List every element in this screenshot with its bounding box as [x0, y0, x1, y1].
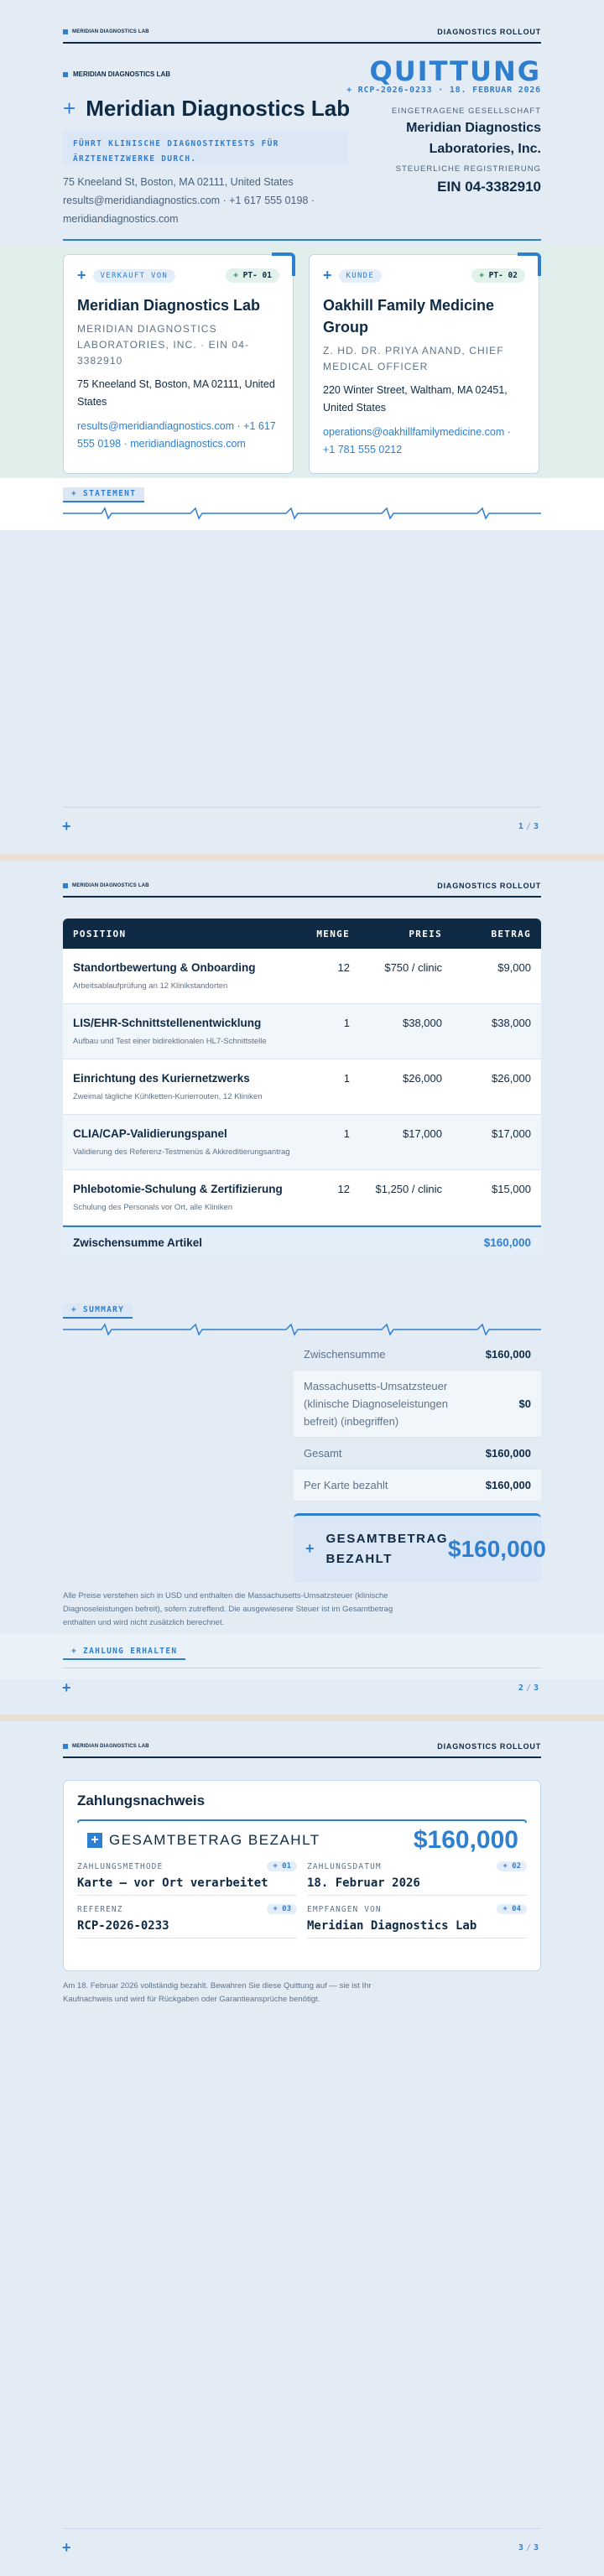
- plus-icon: +: [71, 489, 84, 498]
- plus-icon: +: [62, 818, 71, 835]
- tax-note: Alle Preise verstehen sich in USD und enthalten die Massachusetts-Umsatzsteuer (klinische Diagnoseleistungen befreit), sofern zutreffend. Die ausgewiesene Steuer ist im Gesamtbetrag enthalten und wird nicht zusätzlich berechnet.: [63, 1591, 393, 1627]
- brand-mark-icon: [63, 72, 68, 77]
- page-header: [63, 22, 541, 44]
- proof-field: EMPFANGEN VON + 04 Meridian Diagnostics Lab: [307, 1904, 527, 1939]
- plus-icon: +: [233, 271, 243, 280]
- issuer-tagline: FÜHRT KLINISCHE DIAGNOSTIKTESTS FÜR ÄRZTENETZWERKE DURCH.: [73, 139, 279, 164]
- party-card-seller: [63, 254, 294, 474]
- party-name: Oakhill Family Medicine Group: [323, 297, 495, 336]
- grand-total-box: [294, 1513, 546, 1582]
- reg-label: EINGETRAGENE GESELLSCHAFT: [391, 107, 541, 116]
- plus-icon: +: [346, 86, 358, 95]
- table-row: CLIA/CAP-Validierungspanel Validierung des Referenz-Testmenüs & Akkreditierungsantrag 1 $17,000 $17,000: [63, 1115, 541, 1170]
- issuer-contact: results@meridiandiagnostics.com · +1 617 555 0198 · meridiandiagnostics.com: [63, 195, 315, 225]
- brand-mark-icon: [63, 883, 68, 888]
- ecg-line: [63, 1323, 541, 1336]
- party-meta: Z. HD. DR. PRIYA ANAND, CHIEF MEDICAL OFFICER: [323, 345, 504, 372]
- subtotal-row: Zwischensumme Artikel $160,000: [63, 1226, 541, 1257]
- page-3: [0, 1721, 604, 2576]
- plus-icon: +: [479, 271, 489, 280]
- brand-mark-icon: [63, 1744, 68, 1749]
- receipt-ein: EIN 04-3382910: [437, 179, 541, 195]
- proof-field: ZAHLUNGSDATUM + 02 18. Februar 2026: [307, 1861, 527, 1896]
- plus-icon: +: [63, 96, 76, 121]
- header-doc-type: DIAGNOSTICS ROLLOUT: [437, 28, 541, 36]
- party-contact-link[interactable]: operations@oakhillfamilymedicine.com · +1 781 555 0212: [323, 426, 511, 455]
- party-tag: PT- 02: [488, 271, 518, 280]
- table-row: Standortbewertung & Onboarding Arbeitsablaufprüfung an 12 Klinikstandorten 12 $750 / clinic $9,000: [63, 949, 541, 1004]
- party-tag: PT- 01: [242, 271, 272, 280]
- plus-icon: +: [71, 1305, 84, 1314]
- ecg-line: [63, 507, 541, 520]
- table-row: LIS/EHR-Schnittstellenentwicklung Aufbau und Test einer bidirektionalen HL7-Schnittstelle 1 $38,000 $38,000: [63, 1004, 541, 1059]
- receipt-ref: RCP-2026-0233 · 18. FEBRUAR 2026: [357, 86, 541, 95]
- issuer-small-brand: MERIDIAN DIAGNOSTICS LAB: [73, 70, 170, 78]
- issuer-tagline-box: [63, 130, 348, 165]
- party-name: Meridian Diagnostics Lab: [77, 297, 261, 314]
- plus-icon: +: [323, 267, 332, 284]
- proof-paid-label: GESAMTBETRAG BEZAHLT: [109, 1832, 320, 1848]
- plus-icon: +: [71, 1647, 84, 1656]
- receipt-company: Meridian Diagnostics Laboratories, Inc.: [406, 121, 541, 156]
- party-address: 220 Winter Street, Waltham, MA 02451, United States: [323, 384, 508, 414]
- page-number: 3 / 3: [518, 2543, 539, 2553]
- totals-row: Per Karte bezahlt $160,000: [294, 1470, 541, 1501]
- page-header: MERIDIAN DIAGNOSTICS LAB DIAGNOSTICS ROLLOUT: [63, 1736, 541, 1758]
- plus-icon: +: [305, 1540, 315, 1557]
- brand-mark-icon: [63, 29, 68, 34]
- issuer-name: Meridian Diagnostics Lab: [86, 96, 351, 121]
- divider: [63, 239, 541, 241]
- section-label-summary: + SUMMARY: [63, 1304, 133, 1319]
- plus-icon: +: [62, 1679, 71, 1696]
- payment-proof-card: [63, 1780, 541, 1971]
- table-row: Einrichtung des Kuriernetzwerks Zweimal tägliche Kühlketten-Kurierrouten, 12 Kliniken 1 $26,000 $26,000: [63, 1059, 541, 1115]
- page-number: 1 / 3: [518, 822, 539, 831]
- table-row: Phlebotomie-Schulung & Zertifizierung Schulung des Personals vor Ort, alle Kliniken 12 $1,250 / clinic $15,000: [63, 1170, 541, 1226]
- totals-row: Massachusetts-Umsatzsteuer (klinische Diagnoseleistungen befreit) (inbegriffen) $0: [294, 1371, 541, 1438]
- totals-row: Gesamt $160,000: [294, 1438, 541, 1470]
- party-contact-link[interactable]: results@meridiandiagnostics.com · +1 617 555 0198 · meridiandiagnostics.com: [77, 420, 276, 450]
- header-brand: MERIDIAN DIAGNOSTICS LAB: [72, 29, 149, 34]
- plus-icon: +: [77, 267, 86, 284]
- grand-total-value: $160,000: [448, 1535, 546, 1562]
- proof-title: Zahlungsnachweis: [77, 1793, 206, 1808]
- receipt-block: [346, 55, 541, 195]
- page-number: 2 / 3: [518, 1684, 539, 1693]
- totals-row: Zwischensumme $160,000: [294, 1339, 541, 1371]
- proof-field: ZAHLUNGSMETHODE + 01 Karte — vor Ort verarbeitet: [77, 1861, 297, 1896]
- section-label-received: + ZAHLUNG ERHALTEN: [63, 1645, 185, 1660]
- page-1: [0, 0, 604, 854]
- page-header: MERIDIAN DIAGNOSTICS LAB DIAGNOSTICS ROLLOUT: [63, 876, 541, 898]
- line-items-table: [63, 919, 541, 1257]
- party-role: KUNDE: [339, 269, 383, 283]
- table-header: POSITION MENGE PREIS BETRAG: [63, 919, 541, 949]
- page-2: [0, 861, 604, 1715]
- proof-note: Am 18. Februar 2026 vollständig bezahlt. Bewahren Sie diese Quittung auf — sie ist Ihr Kaufnachweis und wird für Rückgaben oder Garantieansprüche benötigt.: [63, 1981, 372, 2004]
- party-role: VERKAUFT VON: [93, 269, 176, 283]
- issuer-address: 75 Kneeland St, Boston, MA 02111, United States: [63, 176, 294, 188]
- party-card-customer: [309, 254, 539, 474]
- grand-total-label: GESAMTBETRAG BEZAHLT: [325, 1531, 449, 1566]
- totals-table: [294, 1339, 541, 1501]
- proof-field: REFERENZ + 03 RCP-2026-0233: [77, 1904, 297, 1939]
- receipt-title: QUITTUNG: [369, 55, 541, 87]
- proof-paid-value: $160,000: [413, 1826, 518, 1854]
- party-address: 75 Kneeland St, Boston, MA 02111, United States: [77, 378, 275, 408]
- plus-icon: +: [87, 1833, 102, 1848]
- section-label-statement: + STATEMENT: [63, 487, 144, 502]
- tax-label: STEUERLICHE REGISTRIERUNG: [395, 164, 541, 174]
- plus-icon: +: [62, 2539, 71, 2556]
- party-meta: MERIDIAN DIAGNOSTICS LABORATORIES, INC. · EIN 04-3382910: [77, 323, 250, 367]
